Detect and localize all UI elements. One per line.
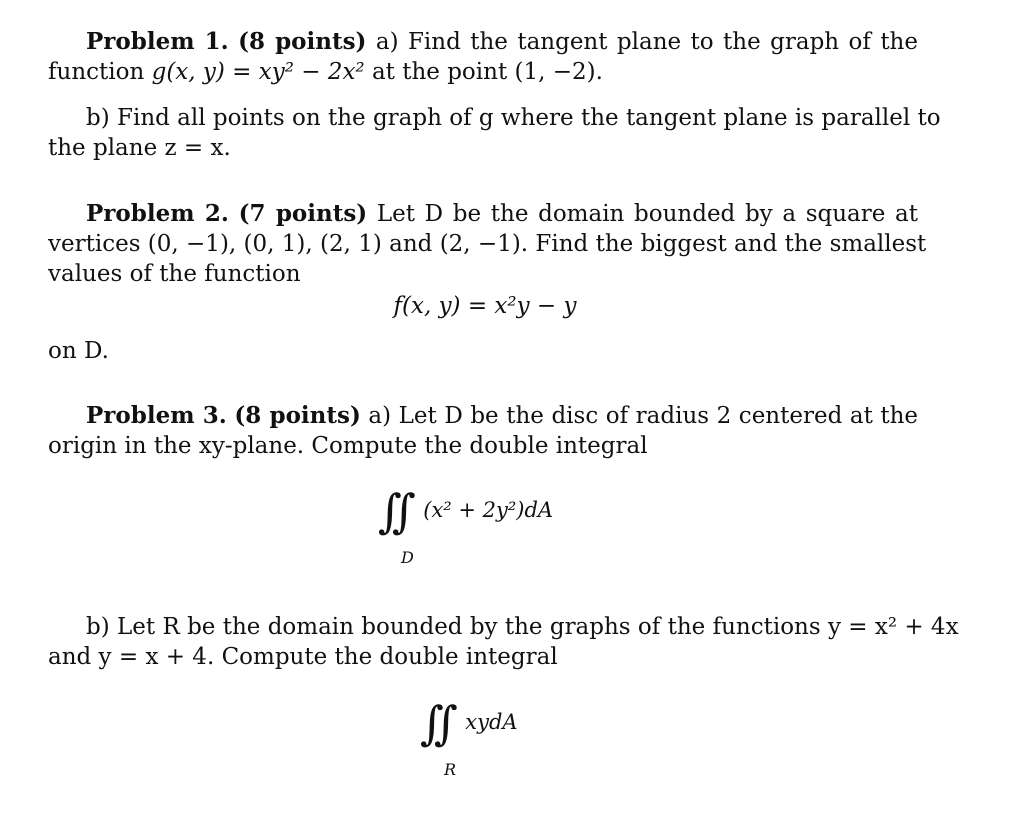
problem-2-line-4: on D. [48,338,109,364]
problem-3b-region: R [444,760,457,779]
problem-1a-marker: a) [375,29,399,55]
problem-1a-text-3: at the point (1, −2). [371,59,603,85]
problem-3a-integrand: (x² + 2y²)dA [423,498,554,522]
problem-3b-integral [420,696,518,750]
double-integral-sign: ∫∫ [420,696,448,750]
problem-3a-line-2: origin in the xy-plane. Compute the double integral [48,433,648,459]
problem-2-line-2: vertices (0, −1), (0, 1), (2, 1) and (2, −1). Find the biggest and the smallest [48,231,927,257]
problem-1-points: (8 points) [238,28,367,55]
problem-1-line-2 [48,57,918,87]
problem-3a-text-1: a) Let D be the disc of radius 2 centered at the [368,403,919,429]
double-integral-sign: ∫∫ [378,484,406,538]
problem-1b-line-2: the plane z = x. [48,135,231,161]
problem-2-points: (7 points) [238,200,368,227]
problem-3a-integral [378,484,554,538]
problem-3-heading-line [86,401,918,431]
problem-2-text-1: Let D be the domain bounded by a square at [376,201,918,227]
problem-1a-function: g(x, y) = xy² − 2x² [151,59,365,85]
problem-2-heading-line [86,199,918,229]
problem-3b-line-1: b) Let R be the domain bounded by the graphs of the functions y = x² + 4x [86,614,959,640]
problem-2-line-3: values of the function [48,261,301,287]
problem-3-label: Problem 3. [86,402,227,429]
problem-2-label: Problem 2. [86,200,229,227]
problem-3b-line-2: and y = x + 4. Compute the double integral [48,644,558,670]
problem-1-heading-line [86,27,918,57]
problem-3b-integrand: xydA [465,710,518,734]
problem-1a-text-2: function [48,59,145,85]
problem-1-label: Problem 1. [86,28,229,55]
problem-1b-line-1: b) Find all points on the graph of g where the tangent plane is parallel to [86,105,941,131]
problem-3a-region: D [401,548,414,567]
problem-3-points: (8 points) [234,402,361,429]
problem-2-formula: f(x, y) = x²y − y [393,293,577,319]
problem-1a-text-1: Find the tangent plane to the graph of the [407,29,918,55]
